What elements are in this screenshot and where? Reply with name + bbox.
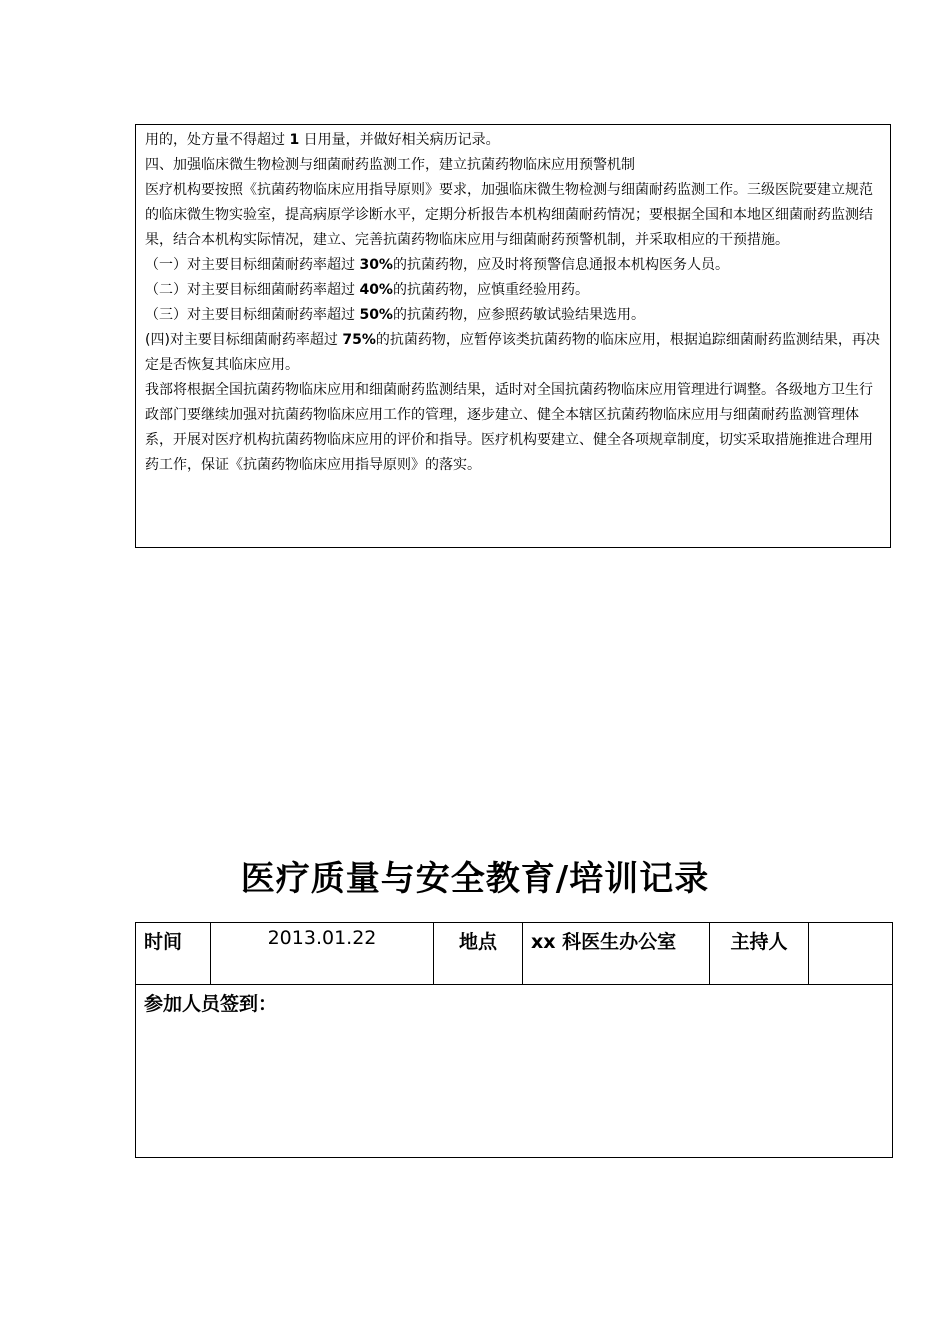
- place-label: 地点: [434, 923, 523, 985]
- list-item: （二）对主要目标细菌耐药率超过 40%的抗菌药物，应慎重经验用药。: [145, 282, 589, 298]
- list-item: (四)对主要目标细菌耐药率超过 75%的抗菌药物，应暂停该类抗菌药物的临床应用，根据追踪细菌耐药监测结果，再决定是否恢复其临床应用。: [145, 332, 880, 373]
- time-label: 时间: [136, 923, 211, 985]
- list-item: （三）对主要目标细菌耐药率超过 50%的抗菌药物，应参照药敏试验结果选用。: [145, 307, 645, 323]
- text-box: [135, 124, 891, 548]
- place-value: xx 科医生办公室: [523, 923, 710, 985]
- record-table: [135, 922, 893, 1158]
- table-row: [136, 985, 893, 1158]
- paragraph: 我部将根据全国抗菌药物临床应用和细菌耐药监测结果，适时对全国抗菌药物临床应用管理进行调整。各级地方卫生行政部门要继续加强对抗菌药物临床应用工作的管理，逐步建立、健全本辖区抗菌药物临床应用与细菌耐药监测管理体系，开展对医疗机构抗菌药物临床应用的评价和指导。医疗机构要建立、健全各项规章制度，切实采取措施推进合理用药工作，保证《抗菌药物临床应用指导原则》的落实。: [145, 382, 873, 473]
- paragraph: 医疗机构要按照《抗菌药物临床应用指导原则》要求，加强临床微生物检测与细菌耐药监测工作。三级医院要建立规范的临床微生物实验室，提高病原学诊断水平，定期分析报告本机构细菌耐药情况；要根据全国和本地区细菌耐药监测结果，结合本机构实际情况，建立、完善抗菌药物临床应用与细菌耐药预警机制，并采取相应的干预措施。: [145, 182, 873, 248]
- time-value: 2013.01.22: [211, 923, 434, 985]
- host-value[interactable]: [809, 923, 893, 985]
- page-title: 医疗质量与安全教育/培训记录: [240, 859, 710, 899]
- table-row: [136, 923, 893, 985]
- section-heading: 四、加强临床微生物检测与细菌耐药监测工作，建立抗菌药物临床应用预警机制: [145, 157, 635, 173]
- paragraph: 用的，处方量不得超过 1 日用量，并做好相关病历记录。: [145, 132, 500, 148]
- document-body: [145, 128, 885, 478]
- attendees-signature-cell[interactable]: 参加人员签到：: [136, 985, 893, 1158]
- list-item: （一）对主要目标细菌耐药率超过 30%的抗菌药物，应及时将预警信息通报本机构医务人员。: [145, 257, 729, 273]
- host-label: 主持人: [710, 923, 809, 985]
